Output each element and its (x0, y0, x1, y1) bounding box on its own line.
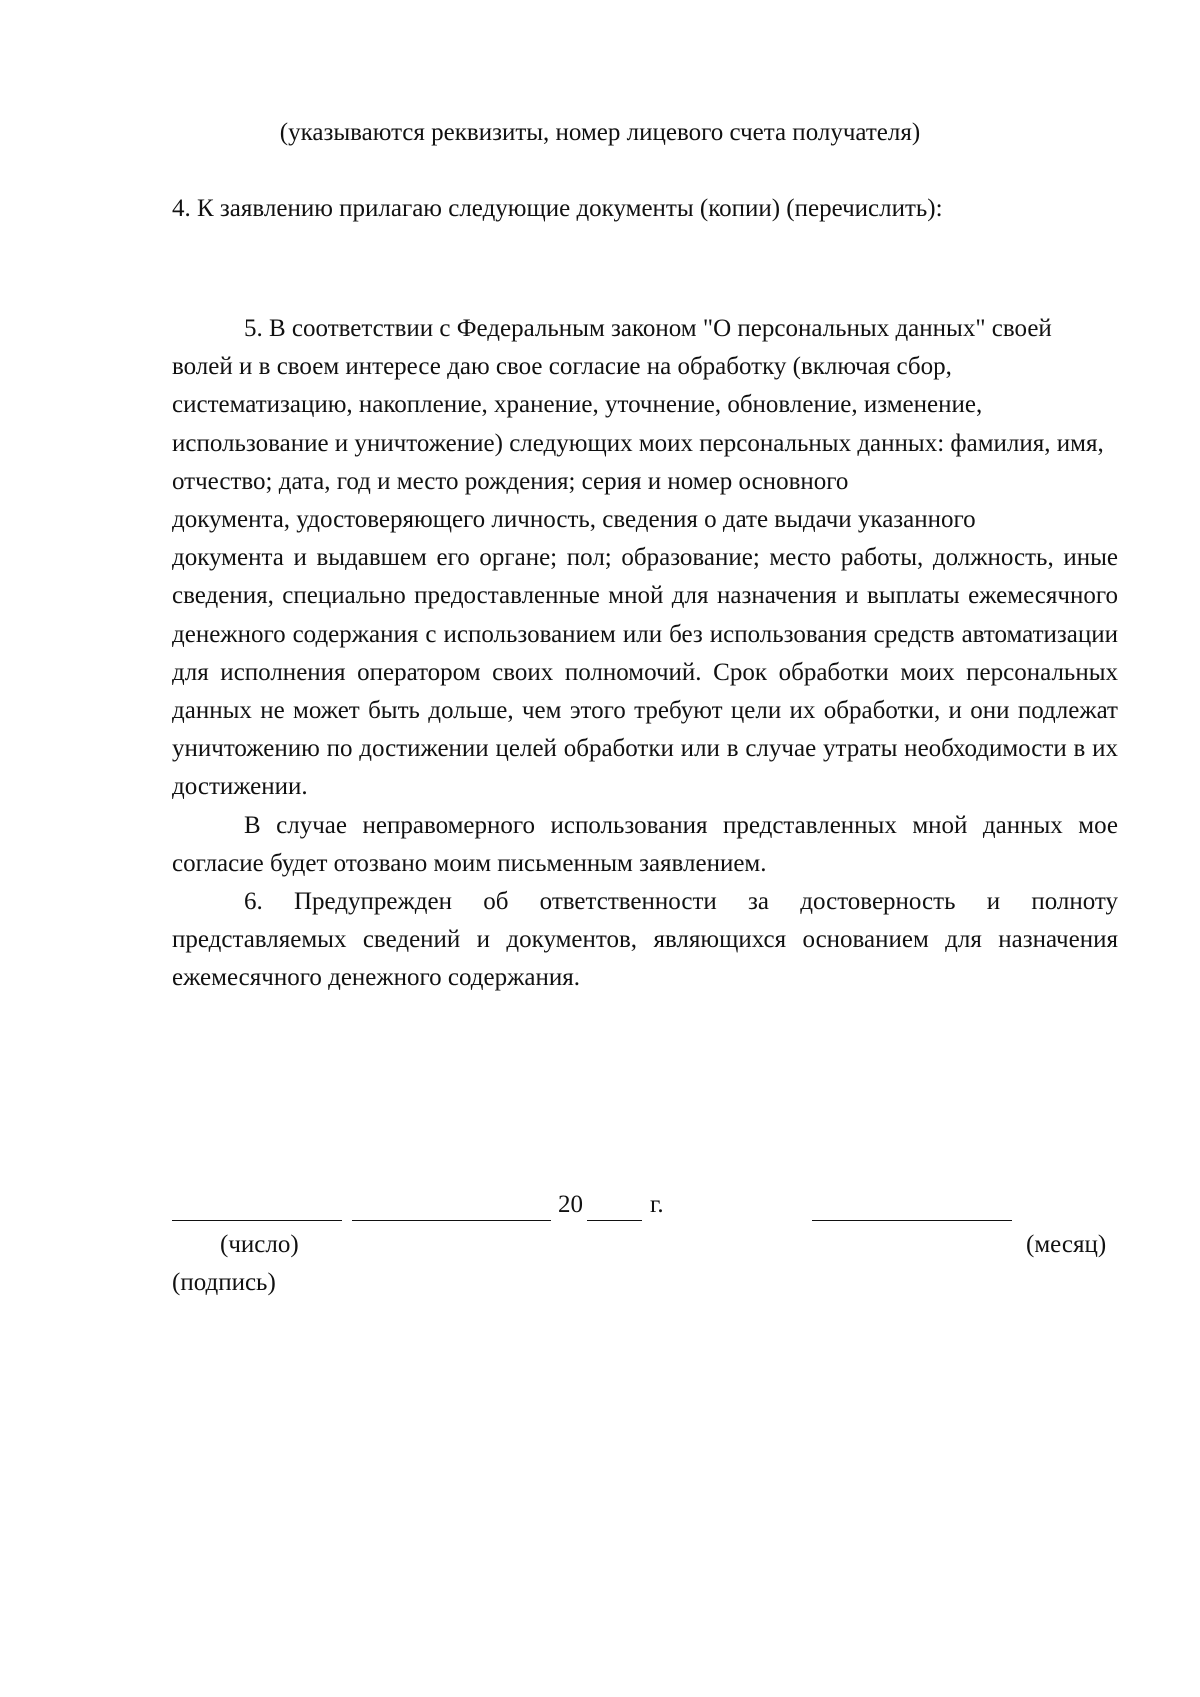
item-6-warning: 6. Предупрежден об ответственности за достоверность и полноту представляемых сведений и документов, являющихся основанием для назначения ежемесячного денежного содержания. (172, 888, 1118, 992)
month-label: (месяц) (1026, 1231, 1107, 1258)
item-4-attachments: 4. К заявлению прилагаю следующие документы (копии) (перечислить): (172, 195, 943, 222)
year-suffix: г. (650, 1191, 664, 1218)
item-5-line-3: использование и уничтожение) следующих моих персональных данных: фамилия, имя, отчество; дата, год и место рождения; серия и номер основного (172, 429, 1104, 495)
day-label: (число) (220, 1231, 299, 1258)
withdrawal-paragraph: В случае неправомерного использования представленных мной данных мое согласие будет отозвано моим письменным заявлением. (172, 811, 1118, 877)
year-prefix: 20 (558, 1191, 583, 1218)
item-5-line-1: 5. В соответствии с Федеральным законом "О персональных данных" своей волей и в своем интересе даю свое согласие на обработку (включая сбор, (172, 315, 1052, 381)
day-blank-line (172, 1190, 342, 1221)
month-blank-line (352, 1190, 551, 1221)
signature-blank-line (812, 1190, 1012, 1221)
signature-label: (подпись) (172, 1269, 276, 1296)
year-blank-line (587, 1190, 642, 1221)
item-5-line-5: документа и выдавшем его органе; пол; образование; место работы, должность, иные сведения, специально предоставленные мной для назначения и выплаты ежемесячного денежного содержания с использованием или без использования средств автоматизации для исполнения оператором своих полномочий. Срок обработки моих персональных данных не может быть дольше, чем этого требуют цели их обработки, и они подлежат уничтожению по достижении целей обработки или в случае утраты необходимости в их достижении. (172, 544, 1118, 801)
item-5-line-4: документа, удостоверяющего личность, сведения о дате выдачи указанного (172, 506, 976, 534)
item-5-line-2: систематизацию, накопление, хранение, уточнение, обновление, изменение, (172, 391, 983, 419)
consent-section (172, 310, 1118, 998)
requisites-caption: (указываются реквизиты, номер лицевого счета получателя) (279, 119, 921, 146)
